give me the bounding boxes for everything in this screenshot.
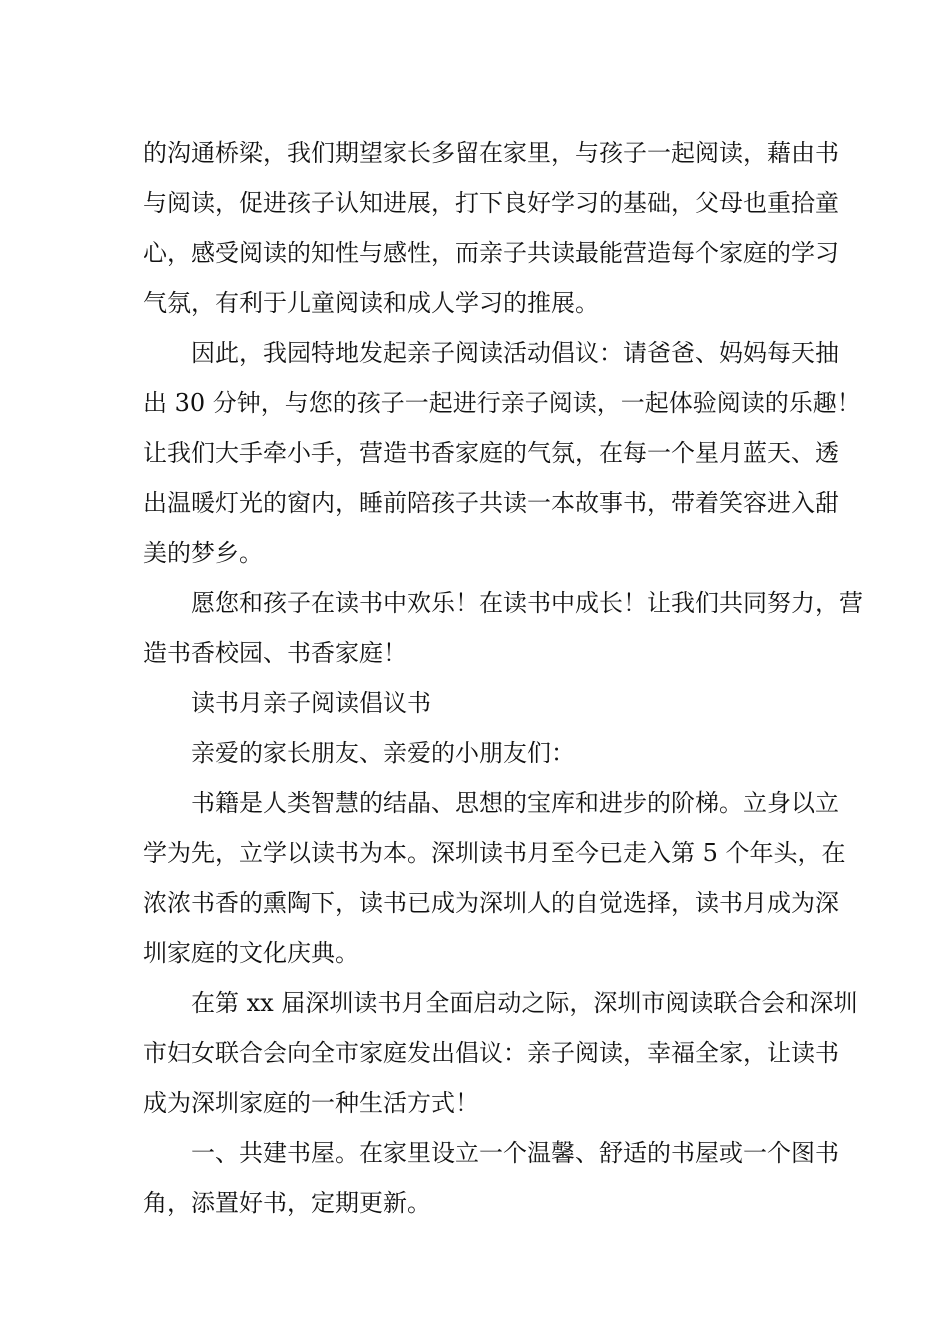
text-line: 市妇女联合会向全市家庭发出倡议：亲子阅读，幸福全家，让读书 — [143, 1039, 839, 1067]
text-line: 成为深圳家庭的一种生活方式！ — [143, 1089, 479, 1117]
paragraph-start: 愿您和孩子在读书中欢乐！在读书中成长！让我们共同努力，营 — [191, 589, 863, 617]
text-line: 与阅读，促进孩子认知进展，打下良好学习的基础，父母也重拾童 — [143, 189, 839, 217]
text-line: 气氛，有利于儿童阅读和成人学习的推展。 — [143, 289, 599, 317]
paragraph-start: 书籍是人类智慧的结晶、思想的宝库和进步的阶梯。立身以立 — [191, 789, 839, 817]
text-line: 心，感受阅读的知性与感性，而亲子共读最能营造每个家庭的学习 — [143, 239, 839, 267]
text-line: 出 30 分钟，与您的孩子一起进行亲子阅读，一起体验阅读的乐趣！ — [143, 389, 861, 417]
paragraph-start: 因此，我园特地发起亲子阅读活动倡议：请爸爸、妈妈每天抽 — [191, 339, 839, 367]
text-line: 角，添置好书，定期更新。 — [143, 1189, 431, 1217]
section-title: 读书月亲子阅读倡议书 — [191, 689, 431, 717]
text-line: 的沟通桥梁，我们期望家长多留在家里，与孩子一起阅读，藉由书 — [143, 139, 839, 167]
document-body — [143, 128, 863, 1228]
text-line: 浓浓书香的熏陶下，读书已成为深圳人的自觉选择，读书月成为深 — [143, 889, 839, 917]
paragraph-start: 在第 xx 届深圳读书月全面启动之际，深圳市阅读联合会和深圳 — [191, 989, 858, 1017]
text-line: 圳家庭的文化庆典。 — [143, 939, 359, 967]
text-line: 让我们大手牵小手，营造书香家庭的气氛，在每一个星月蓝天、透 — [143, 439, 839, 467]
text-line: 美的梦乡。 — [143, 539, 263, 567]
paragraph-start: 一、共建书屋。在家里设立一个温馨、舒适的书屋或一个图书 — [191, 1139, 839, 1167]
text-line: 造书香校园、书香家庭！ — [143, 639, 407, 667]
text-line: 学为先，立学以读书为本。深圳读书月至今已走入第 5 个年头，在 — [143, 839, 846, 867]
salutation: 亲爱的家长朋友、亲爱的小朋友们： — [191, 739, 575, 767]
text-line: 出温暖灯光的窗内，睡前陪孩子共读一本故事书，带着笑容进入甜 — [143, 489, 839, 517]
